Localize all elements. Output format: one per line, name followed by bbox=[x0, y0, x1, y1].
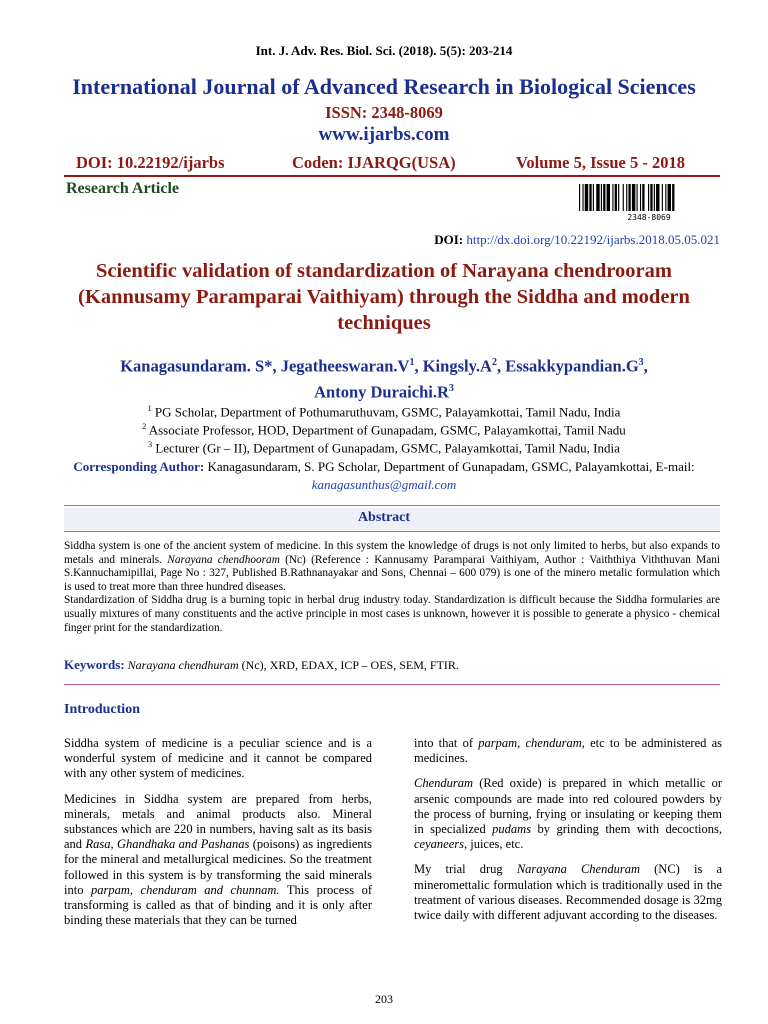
header-rule bbox=[64, 175, 720, 177]
body-text: , bbox=[517, 736, 521, 750]
volume-issue: Volume 5, Issue 5 - 2018 bbox=[516, 153, 685, 172]
body-text: This process of transforming is called as that of binding and it is only after binding these materials that they can be turned bbox=[64, 882, 373, 928]
body-text: (Red oxide) is prepared in which metallic or arsenic compounds are made into red coloured powders by the process of burning, frying or insulating or keeping them in specialized bbox=[414, 776, 722, 837]
corresponding-label: Corresponding Author: bbox=[73, 459, 205, 474]
author-affil-sup: 1 bbox=[409, 357, 415, 368]
affiliation bbox=[60, 422, 708, 438]
body-text: My trial drug bbox=[414, 862, 503, 877]
author-name: Jegatheeswaran.V bbox=[280, 356, 410, 376]
doi-prefix: DOI: 10.22192/ijarbs bbox=[76, 153, 225, 172]
issn: ISSN: 2348-8069 bbox=[325, 103, 443, 122]
author-affil-sup: 3 bbox=[638, 357, 644, 368]
keywords-rule bbox=[64, 684, 720, 685]
journal-title: International Journal of Advanced Research in Biological Sciences bbox=[72, 74, 696, 99]
intro-right-column bbox=[414, 736, 722, 933]
keywords-line bbox=[64, 657, 720, 673]
introduction-heading: Introduction bbox=[64, 702, 140, 717]
body-italic: ceyaneers bbox=[414, 837, 464, 852]
coden: Coden: IJARQG(USA) bbox=[292, 153, 456, 172]
abstract-text: (Nc) (Reference : Kannusamy Paramparai Vaithiyam, Author : Vaiththiya Viththuvan Mani S.Kannuchamipillai, Page No : 327, Published B.Rathnanayakar and Sons, Chennai – 600 079) is one of the minero metalic formulation which is used to treat more than three hundred diseases. bbox=[64, 553, 721, 593]
body-text: into that of bbox=[414, 736, 474, 750]
affiliation-number: 3 bbox=[148, 440, 153, 449]
affiliation-text: Lecturer (Gr – II), Department of Gunapadam, GSMC, Palayamkottai, Tamil Nadu, India bbox=[155, 440, 620, 456]
corresponding-text: Kanagasundaram, S. PG Scholar, Department of Gunapadam, GSMC, Palayamkottai, E-mail: bbox=[207, 459, 695, 474]
body-text: , etc to be administered as medicines. bbox=[414, 736, 722, 766]
body-text: (NC) is a mineromettalic formulation which is traditionally used in the treatment of various diseases. Recommended dosage is 32mg twice daily with different adjuvant according to the diseases. bbox=[414, 862, 722, 923]
abstract-rule-bottom bbox=[64, 531, 720, 532]
body-italic: Chenduram bbox=[414, 776, 474, 791]
intro-left-column bbox=[64, 736, 372, 938]
body-italic: parpam bbox=[478, 736, 518, 750]
affiliation-number: 2 bbox=[142, 422, 147, 431]
affiliation bbox=[60, 440, 708, 456]
keywords-text: (Nc), XRD, EDAX, ICP – OES, SEM, FTIR. bbox=[241, 658, 459, 672]
body-italic: parpam, chenduram and chunnam. bbox=[90, 882, 280, 897]
author-list: Kanagasundaram. S*, $Jegatheeswaran.V^1$, $Kingsly.A^2$, $Essakkypandian.G^3$, Antony $Duraichi.R^3$ bbox=[120, 356, 648, 401]
affiliation-text: PG Scholar, Department of Pothumaruthuvam, GSMC, Palayamkottai, Tamil Nadu, India bbox=[154, 404, 621, 420]
body-italic: Rasa, Ghandhaka and Pashanas bbox=[85, 837, 250, 852]
body-text: , juices, etc. bbox=[463, 837, 524, 852]
body-paragraph bbox=[64, 792, 372, 929]
abstract-body bbox=[64, 540, 720, 635]
abstract-rule-top bbox=[64, 505, 720, 506]
corresponding-author bbox=[60, 458, 708, 494]
abstract-heading: Abstract bbox=[357, 510, 411, 525]
abstract-paragraph bbox=[64, 540, 720, 594]
running-head: Int. J. Adv. Res. Biol. Sci. (2018). 5(5): 203-214 bbox=[255, 43, 513, 58]
body-italic: pudams bbox=[492, 822, 532, 837]
doi-link[interactable]: http://dx.doi.org/10.22192/ijarbs.2018.05.05.021 bbox=[466, 232, 720, 247]
body-paragraph bbox=[414, 736, 722, 766]
body-text: by grinding them with decoctions, bbox=[537, 822, 723, 837]
author-name: Essakkypandian.G bbox=[505, 356, 639, 376]
affiliation-number: 1 bbox=[147, 404, 152, 413]
paper-title: Scientific validation of standardization of Narayana chendrooram (Kannusamy Paramparai Vaithiyam) through the Siddha and modern techniques bbox=[78, 260, 690, 334]
barcode-number: 2348-8069 bbox=[627, 213, 671, 222]
body-paragraph bbox=[414, 776, 722, 852]
body-italic: Narayana Chenduram bbox=[516, 862, 640, 877]
affiliation bbox=[60, 404, 708, 420]
article-type: Research Article bbox=[66, 180, 179, 197]
corresponding-email[interactable]: kanagasunthus@gmail.com bbox=[311, 477, 457, 492]
body-paragraph: Siddha system of medicine is a peculiar science and is a wonderful system of medicine and it cannot be compared with any other system of medicines. bbox=[64, 736, 372, 781]
abstract-italic: Narayana chendhooram bbox=[167, 553, 280, 566]
doi-line bbox=[434, 232, 720, 248]
body-text: (poisons) as ingredients for the mineral and metallurgical medicines. So the treatment followed in this system is by transforming the said minerals into bbox=[64, 837, 372, 897]
page-number: 203 bbox=[375, 992, 393, 1006]
author-name: Antony Duraichi.R bbox=[314, 382, 449, 401]
keywords-label: Keywords: bbox=[64, 657, 125, 672]
doi-label: DOI: bbox=[434, 232, 464, 247]
keyword-italic: Narayana chendhuram bbox=[127, 658, 239, 672]
author-affil-sup: 3 bbox=[448, 382, 454, 394]
abstract-paragraph: Standardization of Siddha drug is a burning topic in herbal drug industry today. Standardization is difficult because the Siddha formularies are usually mixtures of many constituents and the active principle in most cases is unknown, however it is possible to generate a physico - chemical finger print for the standardization. bbox=[64, 594, 720, 634]
author-name: Kanagasundaram. S* bbox=[120, 356, 273, 376]
abstract-text: Siddha system is one of the ancient system of medicine. In this system the knowledge of drugs is not only limited to herbs, but also expands to metals and minerals. bbox=[64, 540, 720, 566]
affiliation-text: Associate Professor, HOD, Department of Gunapadam, GSMC, Palayamkottai, Tamil Nadu bbox=[148, 422, 626, 438]
body-paragraph bbox=[414, 862, 722, 923]
body-text: Medicines in Siddha system are prepared from herbs, minerals, metals and animal products also. Mineral substances which are 220 in numbers, having salt as its basis and bbox=[64, 791, 372, 852]
author-name: Kingsly.A bbox=[422, 356, 492, 376]
journal-website: www.ijarbs.com bbox=[318, 124, 450, 145]
author-affil-sup: 2 bbox=[491, 357, 497, 368]
body-italic: chenduram bbox=[525, 736, 582, 750]
